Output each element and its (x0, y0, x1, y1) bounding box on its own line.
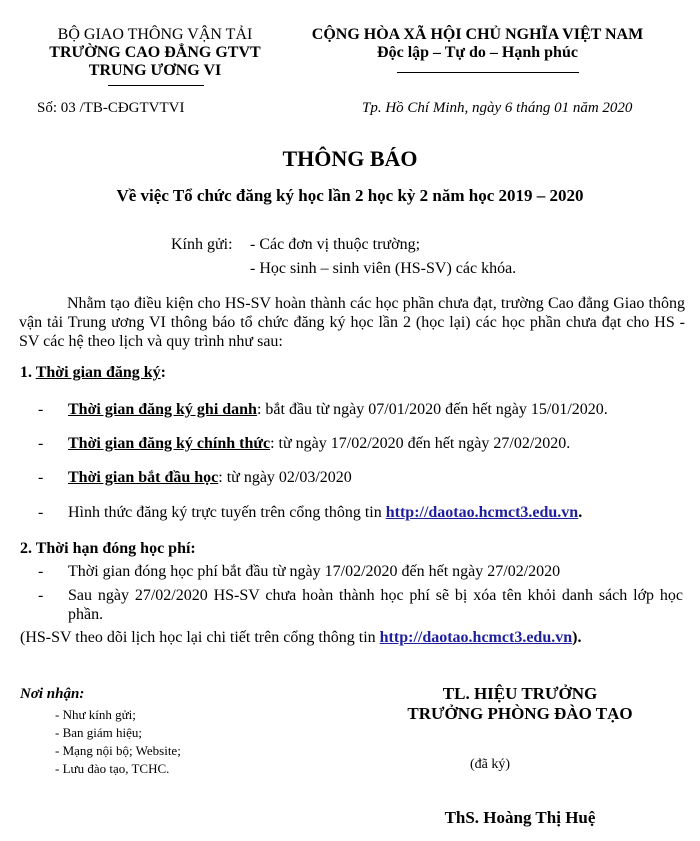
online-registration-end: . (578, 504, 583, 521)
noi-nhan-item: - Mạng nội bộ; Website; (55, 743, 181, 758)
footnote-end: ). (572, 629, 582, 646)
header-left (20, 26, 290, 80)
bullet-dash: - (38, 401, 44, 418)
signer-name: ThS. Hoàng Thị Huệ (444, 808, 596, 827)
national-motto: Độc lập – Tự do – Hạnh phúc (377, 44, 578, 61)
signature-block (370, 684, 670, 724)
fee-item-1 (38, 563, 560, 581)
section1-heading (20, 364, 166, 382)
fee-text: Sau ngày 27/02/2020 HS-SV chưa hoàn thành học phí sẽ bị xóa tên khỏi danh sách lớp học phần. (68, 587, 683, 623)
bullet-dash: - (38, 587, 44, 604)
header-right (290, 26, 665, 62)
bullet-dash: - (38, 469, 44, 486)
notice-title: THÔNG BÁO (282, 146, 418, 171)
fee-item-2 (38, 586, 685, 624)
section2-heading: 2. Thời hạn đóng học phí: (20, 540, 196, 557)
header-left-rule (108, 85, 204, 86)
noi-nhan-item: - Như kính gửi; (55, 707, 136, 722)
schedule-label: Thời gian đăng ký ghi danh (68, 401, 257, 418)
header-right-rule (397, 72, 579, 73)
national-title: CỘNG HÒA XÃ HỘI CHỦ NGHĨA VIỆT NAM (311, 26, 644, 43)
school-name-line2: TRUNG ƯƠNG VI (88, 62, 222, 79)
recipients-label: Kính gửi: (171, 236, 233, 253)
noi-nhan-item: - Ban giám hiệu; (55, 725, 143, 740)
footnote-portal-link[interactable]: http://daotao.hcmct3.edu.vn (379, 629, 573, 646)
signature-authority: TL. HIỆU TRƯỞNG (442, 684, 598, 703)
school-name-line1: TRƯỜNG CAO ĐẲNG GTVT (49, 44, 261, 61)
notice-subject: Về việc Tổ chức đăng ký học lần 2 học kỳ 2 năm học 2019 – 2020 (116, 186, 584, 205)
document-number: Số: 03 /TB-CĐGTVTVI (37, 100, 185, 116)
signature-position: TRƯỞNG PHÒNG ĐÀO TẠO (407, 704, 633, 723)
schedule-label: Thời gian bắt đầu học (68, 469, 219, 486)
recipient-item-1: - Các đơn vị thuộc trường; (250, 236, 421, 253)
bullet-dash: - (38, 504, 44, 521)
section1-colon: : (160, 364, 166, 381)
bullet-dash: - (38, 435, 44, 452)
noi-nhan-item: - Lưu đào tạo, TCHC. (55, 761, 170, 776)
schedule-item-registration-enroll (38, 401, 608, 419)
schedule-label: Thời gian đăng ký chính thức (68, 435, 271, 452)
schedule-text: : bắt đầu từ ngày 07/01/2020 đến hết ngày 15/01/2020. (256, 401, 608, 418)
online-registration-text: Hình thức đăng ký trực tuyến trên cổng thông tin (68, 504, 386, 521)
footnote (20, 629, 581, 647)
schedule-text: : từ ngày 02/03/2020 (218, 469, 352, 486)
intro-paragraph: Nhằm tạo điều kiện cho HS-SV hoàn thành các học phần chưa đạt, trường Cao đẳng Giao thông vận tải Trung ương VI thông báo tổ chức đăng ký học lần 2 (học lại) các học phần chưa đạt cho HS - SV các hệ theo lịch và quy trình như sau: (19, 295, 685, 350)
online-registration-item (38, 504, 582, 522)
bullet-dash: - (38, 563, 44, 580)
noi-nhan-label: Nơi nhận: (20, 686, 85, 702)
schedule-item-registration-official (38, 435, 570, 453)
ministry-name: BỘ GIAO THÔNG VẬN TẢI (57, 26, 253, 43)
schedule-item-class-start (38, 469, 352, 487)
section1-number: 1. (20, 364, 36, 381)
recipient-item-2: - Học sinh – sinh viên (HS-SV) các khóa. (250, 260, 517, 277)
section1-title: Thời gian đăng ký (35, 364, 161, 381)
noi-nhan-list (55, 706, 181, 778)
footnote-text: (HS-SV theo dõi lịch học lại chi tiết trên cổng thông tin (20, 629, 380, 646)
fee-text: Thời gian đóng học phí bắt đầu từ ngày 17/02/2020 đến hết ngày 27/02/2020 (68, 563, 561, 580)
signed-note: (đã ký) (469, 757, 511, 772)
place-date: Tp. Hồ Chí Minh, ngày 6 tháng 01 năm 2020 (362, 100, 633, 116)
schedule-text: : từ ngày 17/02/2020 đến hết ngày 27/02/2020. (270, 435, 571, 452)
portal-link[interactable]: http://daotao.hcmct3.edu.vn (385, 504, 579, 521)
